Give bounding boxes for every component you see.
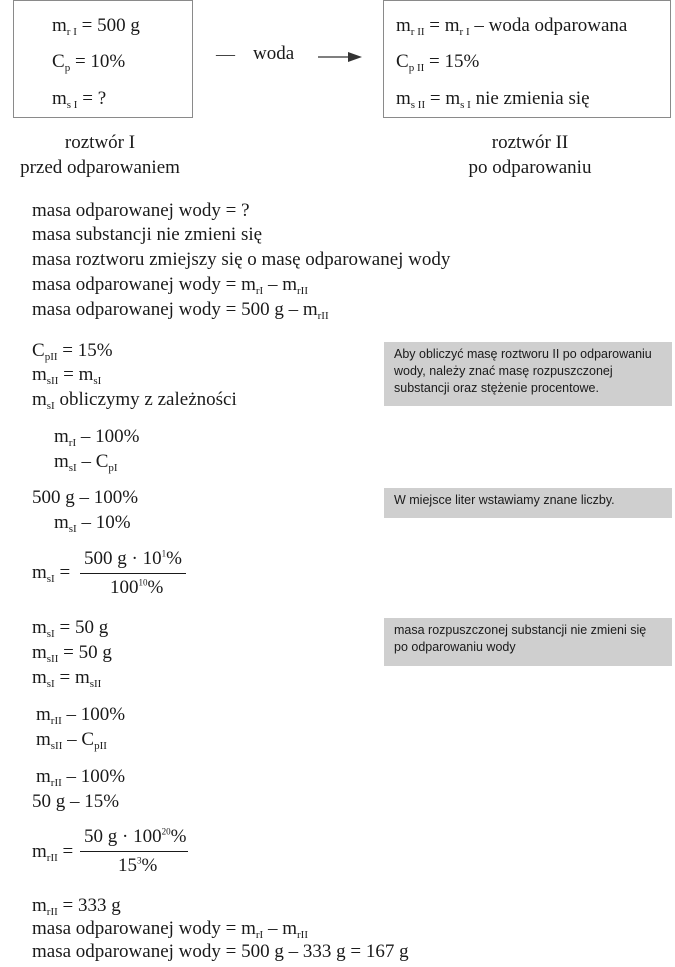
note-2: W miejsce liter wstawiamy znane liczby.: [384, 488, 672, 518]
box2-line2: $C_{p II} = 15\%$: [396, 51, 480, 74]
note-1: Aby obliczyć masę roztworu II po odparowaniu wody, należy znać masę rozpuszczonej substancji oraz stężenie procentowe.: [384, 342, 672, 406]
fraction-1-denominator: $100^{10}\%$: [110, 577, 164, 598]
box1-line1: $m_{r I} = 500$ g: [52, 15, 140, 38]
box2-line3: $m_{s II} = m_{s I}$ nie zmienia się: [396, 88, 590, 111]
fraction-1-den-cancel: $^{10}$%: [138, 577, 164, 598]
text-line-4: masa odparowanej wody = $m_{rI} - m_{rII}$: [32, 274, 308, 297]
proportion-4-line1: $m_{rII} - 100\%$: [36, 766, 126, 789]
text-line-1: masa odparowanej wody = ?: [32, 200, 250, 221]
final-result-3: masa odparowanej wody = 500 g – 333 g = 167 g: [32, 941, 409, 962]
caption-1-line1: roztwór I: [64, 132, 136, 153]
caption-solution-2: [430, 130, 630, 180]
solution-1-box: [13, 0, 193, 118]
caption-solution-1: [0, 130, 200, 180]
fraction-1-bar: [80, 573, 186, 574]
given-concentration: $C_{pII} = 15\%$: [32, 340, 113, 363]
proportion-1-line2: $m_{sI} - C_{pI}$: [54, 451, 118, 474]
final-result-1: $m_{rII} = 333$ g: [32, 895, 121, 918]
fraction-2-lhs: $m_{rII}$ =: [32, 841, 74, 864]
text-line-2: masa substancji nie zmieni się: [32, 224, 263, 245]
fraction-2-num-cancel: $^{20}$%: [161, 826, 187, 847]
box2-line1: $m_{r II} = m_{r I}$ – woda odparowana: [396, 15, 628, 38]
box1-line3: $m_{s I}$ = ?: [52, 88, 107, 111]
box1-line2: $C_p = 10\%$: [52, 51, 126, 74]
caption-2-line2: po odparowaniu: [468, 157, 592, 178]
fraction-1-numerator: 500 $g \cdot 10^1\%$: [84, 548, 182, 569]
proportion-3-line2: $m_{sII} - C_{pII}$: [36, 729, 107, 752]
calc-intro: $m_{sI}$ obliczymy z zależności: [32, 389, 237, 412]
text-line-3: masa roztworu zmiejszy się o masę odparowanej wody: [32, 249, 451, 270]
equal-solute-mass: $m_{sII} = m_{sI}$: [32, 364, 102, 387]
fraction-2-denominator: $15^3\%$: [118, 855, 158, 876]
proportion-2-line1: 500 g – 100%: [32, 487, 139, 508]
solution-2-box: [383, 0, 671, 118]
water-label: woda: [253, 43, 295, 64]
proportion-1-line1: $m_{rI} - 100\%$: [54, 426, 140, 449]
text-line-5: masa odparowanej wody = 500 g – $m_{rII}$: [32, 299, 329, 322]
fraction-2-numerator: 50 $g \cdot 100^{20}\%$: [84, 826, 187, 847]
result-2: $m_{sII} = 50$ g: [32, 642, 112, 665]
note-3: masa rozpuszczonej substancji nie zmieni się po odparowaniu wody: [384, 618, 672, 666]
proportion-4-line2: 50 g – 15%: [32, 791, 120, 812]
proportion-3-line1: $m_{rII} - 100\%$: [36, 704, 126, 727]
result-1: $m_{sI} = 50$ g: [32, 617, 109, 640]
proportion-2-line2: $m_{sI} - 10\%$: [54, 512, 131, 535]
fraction-1-lhs: $m_{sI}$ =: [32, 562, 71, 585]
water-dash: —: [216, 44, 235, 65]
result-3: $m_{sI} = m_{sII}$: [32, 667, 102, 690]
arrow-right-icon: [318, 50, 362, 64]
caption-1-line2: przed odparowaniem: [20, 157, 180, 178]
final-result-2: masa odparowanej wody = $m_{rI} - m_{rII}$: [32, 918, 308, 941]
fraction-2-bar: [80, 851, 188, 852]
caption-2-line1: roztwór II: [491, 132, 569, 153]
fraction-2-den-cancel: $^3$%: [137, 855, 158, 876]
fraction-1-num-cancel: $^1$%: [161, 548, 182, 569]
